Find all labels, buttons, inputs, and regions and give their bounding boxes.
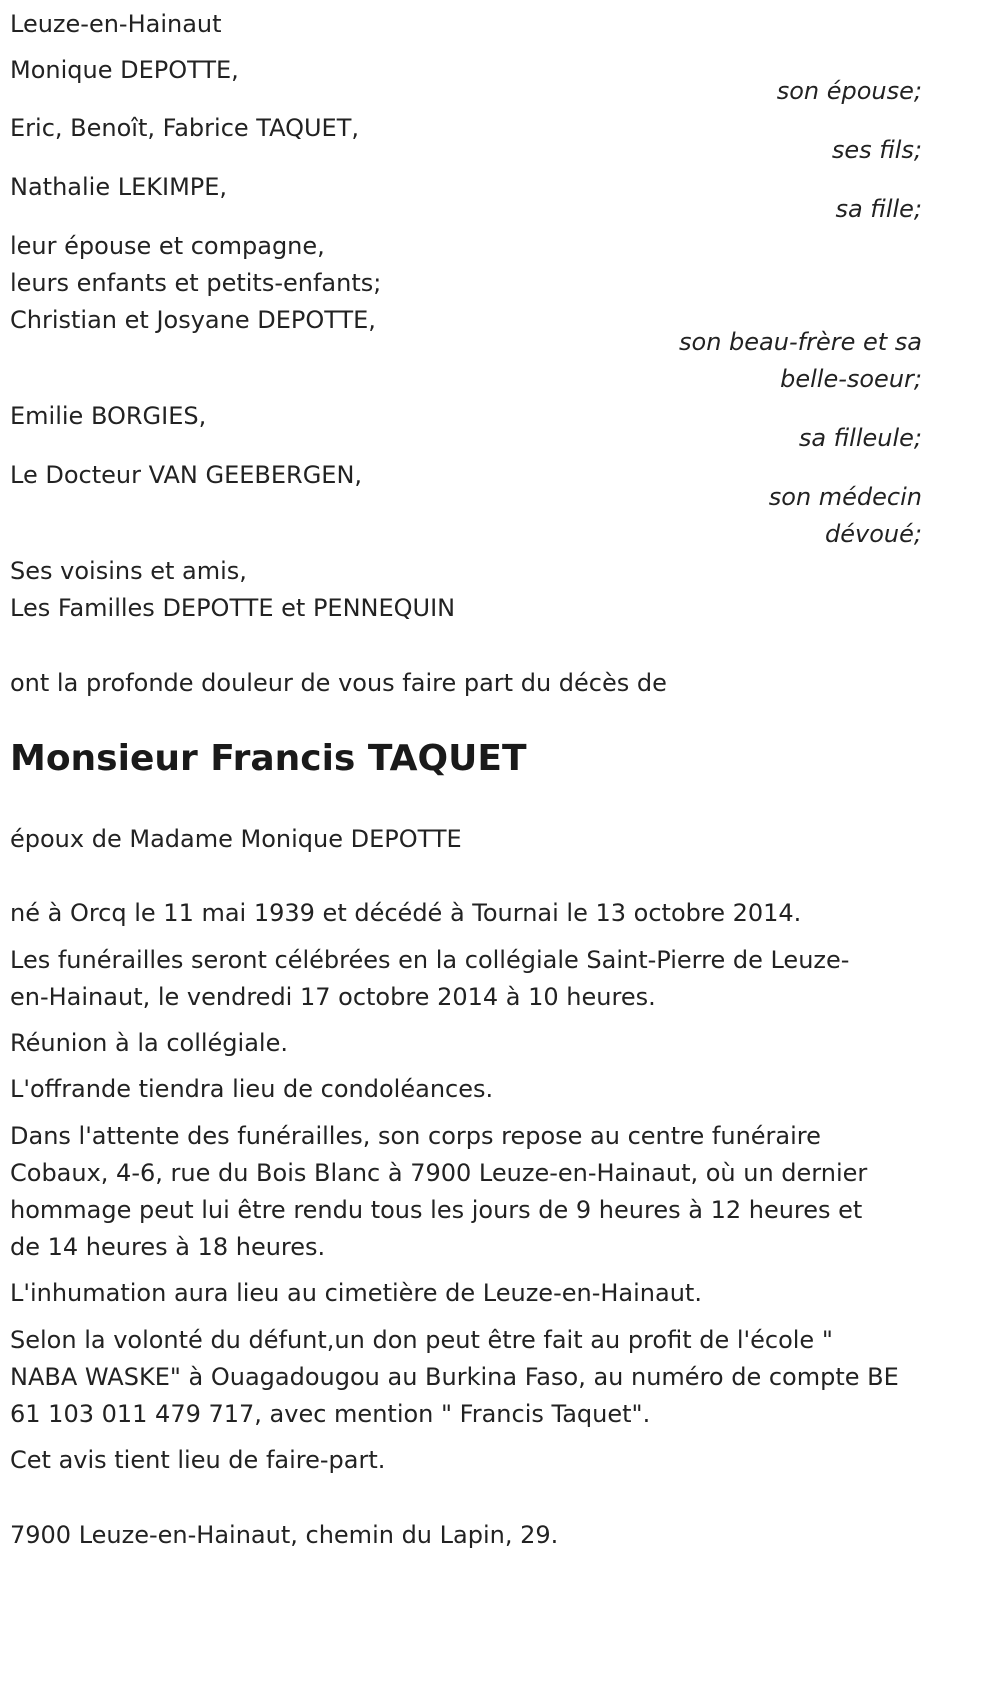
family-member-role: belle-soeur;: [780, 365, 922, 393]
family-member-name: Les Familles DEPOTTE et PENNEQUIN: [10, 594, 456, 622]
family-member-name: Nathalie LEKIMPE,: [10, 173, 228, 201]
funeral-line: Les funérailles seront célébrées en la collégiale Saint-Pierre de Leuze-: [10, 946, 850, 974]
family-member-role: sa filleule;: [798, 424, 922, 452]
viewing-line: hommage peut lui être rendu tous les jours de 9 heures à 12 heures et: [10, 1196, 863, 1224]
family-member-name: Emilie BORGIES,: [10, 402, 207, 430]
family-member-name: Monique DEPOTTE,: [10, 56, 239, 84]
announcement-text: ont la profonde douleur de vous faire part du décès de: [10, 669, 667, 697]
spouse-line: époux de Madame Monique DEPOTTE: [10, 825, 462, 853]
family-member-name: Le Docteur VAN GEEBERGEN,: [10, 461, 363, 489]
family-member-role: dévoué;: [825, 520, 922, 548]
address-line: 7900 Leuze-en-Hainaut, chemin du Lapin, 29.: [10, 1521, 559, 1549]
viewing-line: de 14 heures à 18 heures.: [10, 1233, 326, 1261]
viewing-line: Dans l'attente des funérailles, son corps repose au centre funéraire: [10, 1122, 821, 1150]
donation-line: Selon la volonté du défunt,un don peut être fait au profit de l'école ": [10, 1326, 833, 1354]
birth-death-line: né à Orcq le 11 mai 1939 et décédé à Tournai le 13 octobre 2014.: [10, 899, 802, 927]
family-member-name: leurs enfants et petits-enfants;: [10, 269, 382, 297]
deceased-name: Monsieur Francis TAQUET: [10, 738, 527, 779]
family-member-role: son médecin: [768, 483, 922, 511]
donation-line: NABA WASKE" à Ouagadougou au Burkina Faso, au numéro de compte BE: [10, 1363, 899, 1391]
family-member-name: leur épouse et compagne,: [10, 232, 325, 260]
family-member-role: sa fille;: [835, 195, 922, 223]
family-member-name: Christian et Josyane DEPOTTE,: [10, 306, 376, 334]
viewing-line: Cobaux, 4-6, rue du Bois Blanc à 7900 Leuze-en-Hainaut, où un dernier: [10, 1159, 868, 1187]
meeting-line: Réunion à la collégiale.: [10, 1029, 288, 1057]
offering-line: L'offrande tiendra lieu de condoléances.: [10, 1075, 494, 1103]
burial-line: L'inhumation aura lieu au cimetière de Leuze-en-Hainaut.: [10, 1279, 702, 1307]
family-member-name: Ses voisins et amis,: [10, 557, 247, 585]
notice-line: Cet avis tient lieu de faire-part.: [10, 1446, 386, 1474]
family-member-role: ses fils;: [831, 136, 922, 164]
family-member-role: son épouse;: [776, 77, 922, 105]
family-member-name: Eric, Benoît, Fabrice TAQUET,: [10, 114, 359, 142]
donation-line: 61 103 011 479 717, avec mention " Francis Taquet".: [10, 1400, 651, 1428]
family-member-role: son beau-frère et sa: [679, 328, 922, 356]
funeral-line: en-Hainaut, le vendredi 17 octobre 2014 à 10 heures.: [10, 983, 656, 1011]
city-header: Leuze-en-Hainaut: [10, 10, 222, 38]
